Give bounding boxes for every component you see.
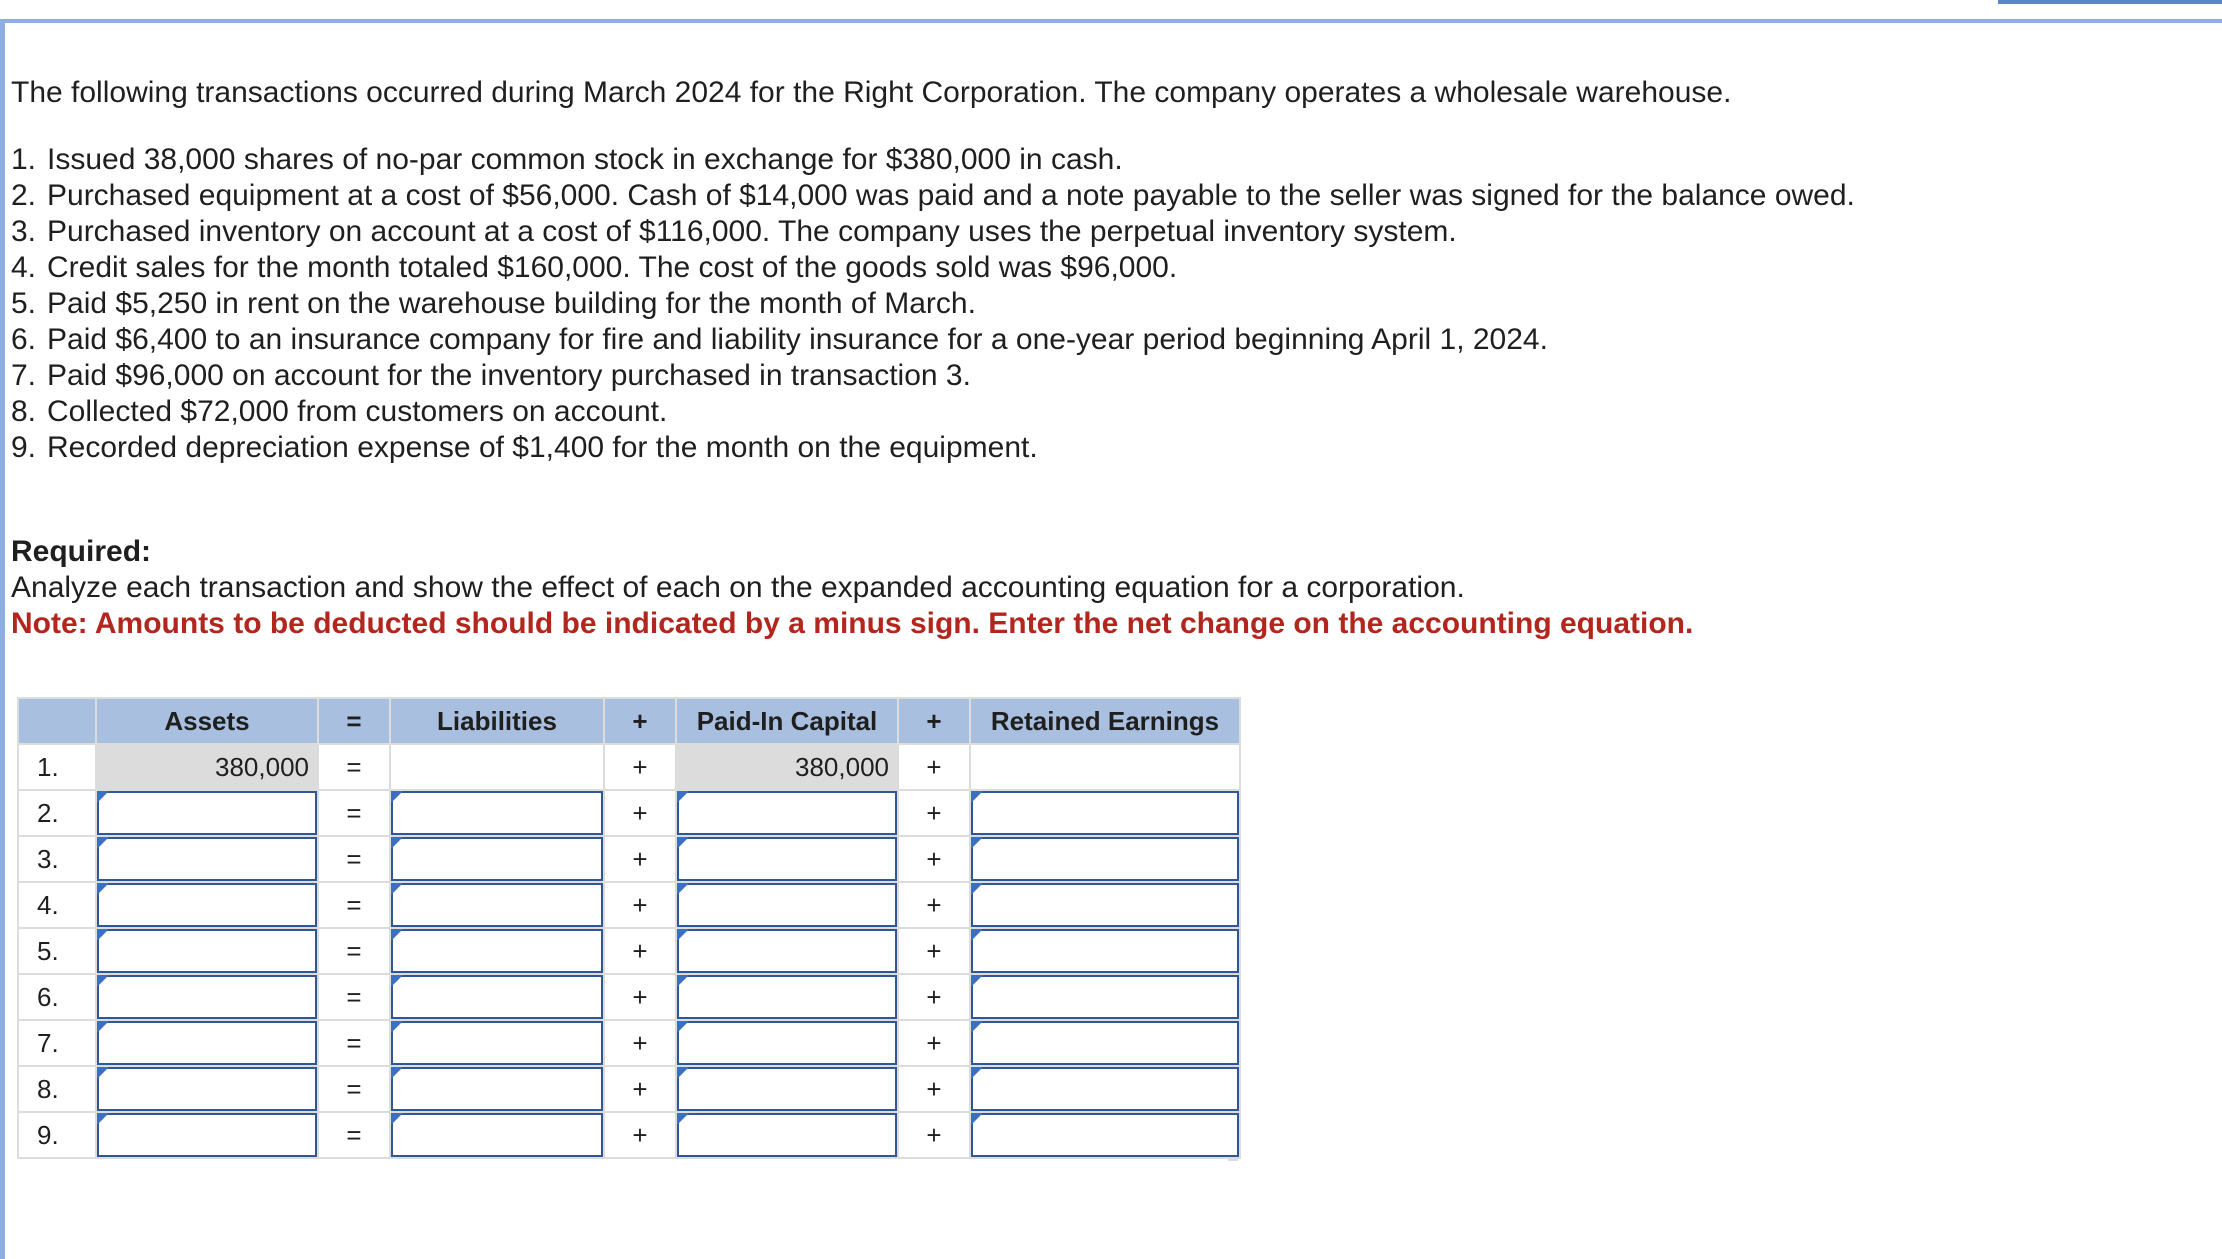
paid-in-capital-input[interactable] [677,837,897,881]
table-row [18,836,1240,882]
row-label: 8. [18,1066,96,1112]
transaction-item [11,430,1911,466]
transaction-number: 1. [11,143,37,176]
assets-input[interactable] [97,791,317,835]
liabilities-input[interactable] [391,791,603,835]
transaction-item [11,142,1911,178]
intro-text: The following transactions occurred during March 2024 for the Right Corporation. The company operates a wholesale warehouse. [11,76,1732,109]
left-border [0,19,5,1259]
liabilities-input[interactable] [391,1113,603,1157]
liabilities-input[interactable] [391,837,603,881]
transaction-item [11,286,1911,322]
required-heading: Required: [11,535,152,568]
transaction-text: Paid $6,400 to an insurance company for fire and liability insurance for a one-year period beginning April 1, 2024. [47,323,1548,356]
plus-sign: + [604,974,676,1020]
accounting-equation-table [17,697,1241,1159]
plus-sign: + [898,790,970,836]
liabilities-input[interactable] [391,1067,603,1111]
transaction-text: Purchased equipment at a cost of $56,000. Cash of $14,000 was paid and a note payable to the seller was signed for the balance owed. [47,179,1855,212]
transaction-item [11,394,1911,430]
paid-in-capital-input[interactable] [677,1113,897,1157]
transaction-number: 9. [11,431,37,464]
equals-sign: = [318,974,390,1020]
transaction-text: Credit sales for the month totaled $160,000. The cost of the goods sold was $96,000. [47,251,1178,284]
row-label: 6. [18,974,96,1020]
plus-sign: + [604,1112,676,1158]
table-row [18,1020,1240,1066]
assets-input[interactable] [97,883,317,927]
transaction-text: Collected $72,000 from customers on account. [47,395,668,428]
retained-earnings-input[interactable] [971,837,1239,881]
table-row [18,882,1240,928]
header-plus: + [604,698,676,744]
header-assets: Assets [96,698,318,744]
required-text: Analyze each transaction and show the effect of each on the expanded accounting equation for a corporation. [11,571,1465,604]
liabilities-value [390,744,604,790]
plus-sign: + [898,836,970,882]
top-border [0,19,2222,23]
plus-sign: + [898,744,970,790]
table-row [18,1066,1240,1112]
header-plus: + [898,698,970,744]
plus-sign: + [898,1066,970,1112]
row-label: 3. [18,836,96,882]
assets-input[interactable] [97,1021,317,1065]
paid-in-capital-input[interactable] [677,975,897,1019]
assets-value: 380,000 [96,744,318,790]
table-row [18,744,1240,790]
plus-sign: + [604,744,676,790]
header-paid-in-capital: Paid-In Capital [676,698,898,744]
equals-sign: = [318,744,390,790]
paid-in-capital-input[interactable] [677,791,897,835]
transaction-text: Issued 38,000 shares of no-par common stock in exchange for $380,000 in cash. [47,143,1123,176]
transaction-number: 4. [11,251,37,284]
equals-sign: = [318,1112,390,1158]
table-row [18,974,1240,1020]
header-retained-earnings: Retained Earnings [970,698,1240,744]
plus-sign: + [604,882,676,928]
plus-sign: + [604,928,676,974]
retained-earnings-input[interactable] [971,883,1239,927]
transaction-item [11,214,1911,250]
transaction-item [11,322,1911,358]
row-label: 4. [18,882,96,928]
transaction-item [11,178,1867,214]
transaction-text: Paid $5,250 in rent on the warehouse building for the month of March. [47,287,976,320]
plus-sign: + [604,790,676,836]
transaction-number: 8. [11,395,37,428]
retained-earnings-input[interactable] [971,975,1239,1019]
plus-sign: + [898,882,970,928]
paid-in-capital-input[interactable] [677,1067,897,1111]
assets-input[interactable] [97,929,317,973]
transaction-number: 6. [11,323,37,356]
header-equals: = [318,698,390,744]
plus-sign: + [604,1020,676,1066]
table-row [18,928,1240,974]
equals-sign: = [318,1066,390,1112]
equals-sign: = [318,836,390,882]
transaction-number: 5. [11,287,37,320]
liabilities-input[interactable] [391,883,603,927]
transaction-list [11,142,1911,466]
assets-input[interactable] [97,1113,317,1157]
required-note: Note: Amounts to be deducted should be indicated by a minus sign. Enter the net change on the accounting equation. [11,607,1694,640]
row-label: 2. [18,790,96,836]
plus-sign: + [604,1066,676,1112]
paid-in-capital-input[interactable] [677,883,897,927]
transaction-number: 7. [11,359,37,392]
liabilities-input[interactable] [391,975,603,1019]
header-blank [18,698,96,744]
retained-earnings-input[interactable] [971,929,1239,973]
equals-sign: = [318,790,390,836]
retained-earnings-input[interactable] [971,1067,1239,1111]
plus-sign: + [898,1112,970,1158]
transaction-number: 2. [11,179,37,212]
header-liabilities: Liabilities [390,698,604,744]
plus-sign: + [604,836,676,882]
transaction-text: Paid $96,000 on account for the inventory purchased in transaction 3. [47,359,971,392]
equals-sign: = [318,882,390,928]
table-row [18,1112,1240,1158]
retained-earnings-input[interactable] [971,791,1239,835]
plus-sign: + [898,1020,970,1066]
transaction-number: 3. [11,215,37,248]
equals-sign: = [318,928,390,974]
assets-input[interactable] [97,975,317,1019]
table-row [18,790,1240,836]
transaction-text: Purchased inventory on account at a cost of $116,000. The company uses the perpetual inventory system. [47,215,1457,248]
table-header-row [18,698,1240,744]
assets-input[interactable] [97,1067,317,1111]
transaction-item [11,358,1911,394]
assets-input[interactable] [97,837,317,881]
row-label: 5. [18,928,96,974]
paid-in-capital-input[interactable] [677,1021,897,1065]
row-label: 1. [18,744,96,790]
plus-sign: + [898,974,970,1020]
paid-in-capital-input[interactable] [677,929,897,973]
liabilities-input[interactable] [391,1021,603,1065]
top-right-tab [1998,0,2222,4]
transaction-item [11,250,1911,286]
liabilities-input[interactable] [391,929,603,973]
transaction-text: Recorded depreciation expense of $1,400 for the month on the equipment. [47,431,1038,464]
retained-earnings-value [970,744,1240,790]
row-label: 9. [18,1112,96,1158]
retained-earnings-input[interactable] [971,1113,1239,1157]
retained-earnings-input[interactable] [971,1021,1239,1065]
plus-sign: + [898,928,970,974]
equals-sign: = [318,1020,390,1066]
paid-in-capital-value: 380,000 [676,744,898,790]
row-label: 7. [18,1020,96,1066]
